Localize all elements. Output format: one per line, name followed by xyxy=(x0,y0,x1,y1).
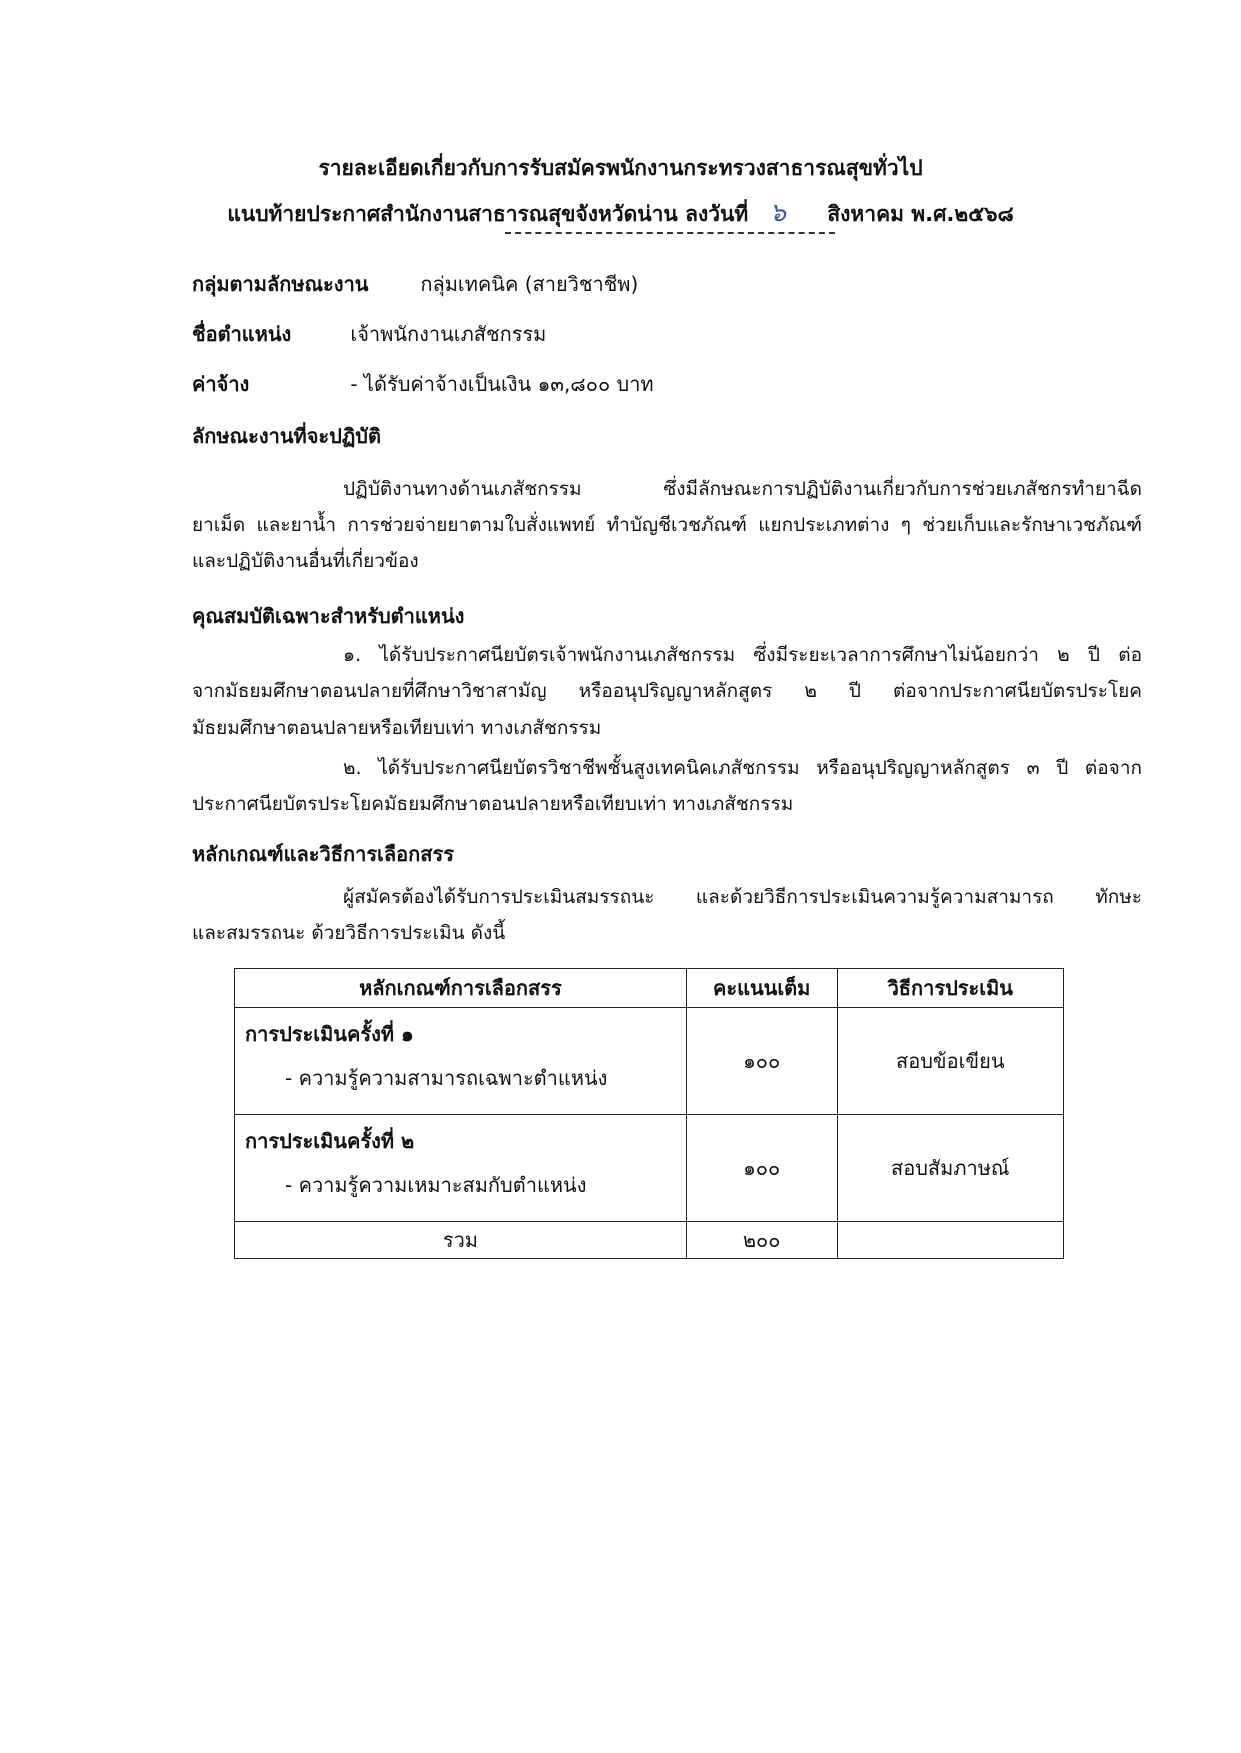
selection-line: ผู้สมัครต้องได้รับการประเมินสมรรถนะ และด้วยวิธีการประเมินความรู้ความสามารถ ทักษะ xyxy=(343,886,1142,908)
round-label: การประเมินครั้งที่ ๑ xyxy=(245,1022,414,1046)
total-score: ๒๐๐ xyxy=(686,1222,837,1259)
qualification-line: มัธยมศึกษาตอนปลายหรือเทียบเท่า ทางเภสัชกรรม xyxy=(192,717,602,739)
total-method xyxy=(837,1222,1063,1259)
score-cell: ๑๐๐ xyxy=(686,1115,837,1222)
qualifications-heading: คุณสมบัติเฉพาะสำหรับตำแหน่ง xyxy=(192,604,465,628)
group-field xyxy=(192,268,638,300)
header-method: วิธีการประเมิน xyxy=(837,969,1063,1008)
selection-line: และสมรรถนะ ด้วยวิธีการประเมิน ดังนี้ xyxy=(192,922,506,944)
table-row xyxy=(235,1115,1064,1222)
position-field xyxy=(192,318,546,350)
subtitle-prefix: แนบท้ายประกาศสำนักงานสาธารณสุขจังหวัดน่าน ลงวันที่ xyxy=(227,202,749,226)
duties-line: และปฏิบัติงานอื่นที่เกี่ยวข้อง xyxy=(192,550,419,572)
title-divider xyxy=(505,232,835,234)
method-cell: สอบข้อเขียน xyxy=(837,1008,1063,1115)
duties-line: ปฏิบัติงานทางด้านเภสัชกรรม ซึ่งมีลักษณะการปฏิบัติงานเกี่ยวกับการช่วยเภสัชกรทำยาฉีด xyxy=(343,478,1142,500)
qualification-line: จากมัธยมศึกษาตอนปลายที่ศึกษาวิชาสามัญ หรืออนุปริญญาหลักสูตร ๒ ปี ต่อจากประกาศนียบัตรประโยค xyxy=(192,680,1142,702)
criteria-item: - ความรู้ความเหมาะสมกับตำแหน่ง xyxy=(285,1173,587,1197)
position-value: เจ้าพนักงานเภสัชกรรม xyxy=(350,322,547,346)
wage-value: - ได้รับค่าจ้างเป็นเงิน ๑๓,๘๐๐ บาท xyxy=(350,372,654,396)
score-cell: ๑๐๐ xyxy=(686,1008,837,1115)
round-label: การประเมินครั้งที่ ๒ xyxy=(245,1129,415,1153)
subtitle-suffix: สิงหาคม พ.ศ.๒๕๖๘ xyxy=(827,202,1014,226)
criteria-cell xyxy=(235,1115,687,1222)
method-cell: สอบสัมภาษณ์ xyxy=(837,1115,1063,1222)
selection-heading: หลักเกณฑ์และวิธีการเลือกสรร xyxy=(192,842,454,866)
position-label: ชื่อตำแหน่ง xyxy=(192,322,292,346)
header-criteria: หลักเกณฑ์การเลือกสรร xyxy=(235,969,687,1008)
wage-label: ค่าจ้าง xyxy=(192,372,250,396)
header-full-score: คะแนนเต็ม xyxy=(686,969,837,1008)
group-label: กลุ่มตามลักษณะงาน xyxy=(192,272,369,296)
qualification-line: ๑. ได้รับประกาศนียบัตรเจ้าพนักงานเภสัชกรรม ซึ่งมีระยะเวลาการศึกษาไม่น้อยกว่า ๒ ปี ต่อ xyxy=(343,644,1142,666)
table-header-row xyxy=(235,969,1064,1008)
total-row xyxy=(235,1222,1064,1259)
criteria-item: - ความรู้ความสามารถเฉพาะตำแหน่ง xyxy=(285,1066,608,1090)
handwritten-day: ๖ xyxy=(769,198,787,228)
table-row xyxy=(235,1008,1064,1115)
wage-field xyxy=(192,368,654,400)
criteria-cell xyxy=(235,1008,687,1115)
total-label: รวม xyxy=(235,1222,687,1259)
selection-criteria-table xyxy=(234,968,1064,1259)
group-value: กลุ่มเทคนิค (สายวิชาชีพ) xyxy=(420,272,639,296)
duties-heading: ลักษณะงานที่จะปฏิบัติ xyxy=(192,424,381,448)
qualification-line: ๒. ได้รับประกาศนียบัตรวิชาชีพชั้นสูงเทคนิคเภสัชกรรม หรืออนุปริญญาหลักสูตร ๓ ปี ต่อจาก xyxy=(343,757,1142,779)
document-title: รายละเอียดเกี่ยวกับการรับสมัครพนักงานกระทรวงสาธารณสุขทั่วไป xyxy=(318,156,923,180)
duties-line: ยาเม็ด และยาน้ำ การช่วยจ่ายยาตามใบสั่งแพทย์ ทำบัญชีเวชภัณฑ์ แยกประเภทต่าง ๆ ช่วยเก็บและรักษาเวชภัณฑ์ xyxy=(192,514,1142,536)
qualification-line: ประกาศนียบัตรประโยคมัธยมศึกษาตอนปลายหรือเทียบเท่า ทางเภสัชกรรม xyxy=(192,793,794,815)
document-subtitle xyxy=(0,192,1241,233)
